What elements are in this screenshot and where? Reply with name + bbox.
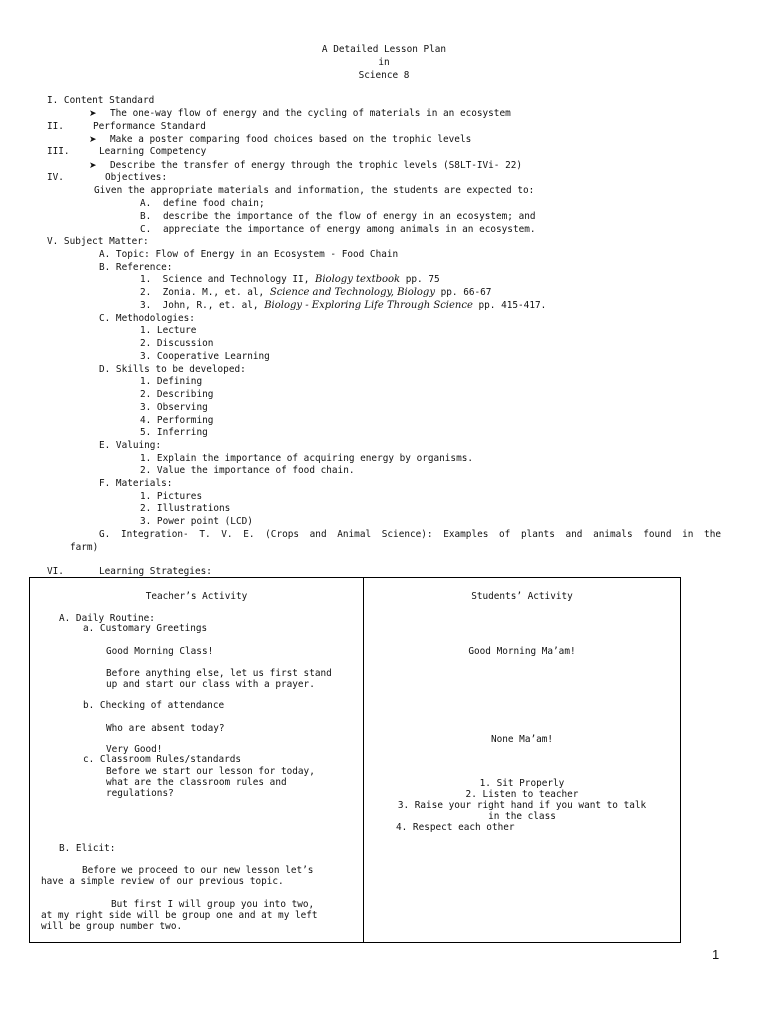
- section-number: III.: [47, 146, 70, 157]
- absent-question: Who are absent today?: [106, 723, 225, 734]
- methodologies-heading: C. Methodologies:: [99, 313, 195, 324]
- skill-item: 3. Observing: [140, 402, 208, 413]
- teacher-greeting: Good Morning Class!: [106, 646, 214, 657]
- bullet-arrow-icon: ➤: [89, 109, 97, 119]
- skill-item: 1. Defining: [140, 376, 203, 387]
- doc-title-line3: Science 8: [358, 70, 410, 81]
- student-rule-item: 3. Raise your right hand if you want to talk: [397, 800, 647, 811]
- section-content-standard: I. Content Standard: [47, 95, 155, 106]
- students-activity-heading: Students’ Activity: [471, 591, 573, 602]
- section-number: II.: [47, 121, 64, 132]
- methodology-item: 3. Cooperative Learning: [140, 351, 270, 362]
- prayer-line1: Before anything else, let us first stand: [106, 668, 332, 679]
- section-subject-matter: V. Subject Matter:: [47, 236, 149, 247]
- reference-item: 2. Zonia. M., et. al, Science and Technology, Biology pp. 66-67: [140, 287, 492, 298]
- section-objectives: Objectives:: [105, 172, 168, 183]
- section-performance-standard: Performance Standard: [93, 121, 206, 132]
- rules-line2: what are the classroom rules and: [106, 777, 287, 788]
- section-number: VI.: [47, 566, 64, 577]
- objective-item: describe the importance of the flow of energy in an ecosystem; and: [163, 211, 536, 222]
- reference-heading: B. Reference:: [99, 262, 173, 273]
- bullet-arrow-icon: ➤: [89, 161, 97, 171]
- activity-table: [29, 577, 681, 943]
- elicit-line2: have a simple review of our previous topic.: [41, 876, 284, 887]
- valuing-heading: E. Valuing:: [99, 440, 162, 451]
- group-line3: will be group number two.: [41, 921, 183, 932]
- material-item: 1. Pictures: [140, 491, 203, 502]
- valuing-item: 2. Value the importance of food chain.: [140, 465, 355, 476]
- teacher-activity-heading: Teacher’s Activity: [145, 591, 248, 602]
- table-divider: [363, 578, 364, 942]
- page-number: 1: [712, 947, 720, 962]
- material-item: 3. Power point (LCD): [140, 516, 253, 527]
- rules-line1: Before we start our lesson for today,: [106, 766, 315, 777]
- rules-line3: regulations?: [106, 788, 174, 799]
- bullet-arrow-icon: ➤: [89, 135, 97, 145]
- valuing-item: 1. Explain the importance of acquiring energy by organisms.: [140, 453, 474, 464]
- integration-line2: farm): [70, 542, 99, 553]
- student-rule-item: 1. Sit Properly: [479, 778, 565, 789]
- student-rule-item: 2. Listen to teacher: [465, 789, 579, 800]
- subject-topic: A. Topic: Flow of Energy in an Ecosystem - Food Chain: [99, 249, 399, 260]
- skills-heading: D. Skills to be developed:: [99, 364, 246, 375]
- daily-routine-heading: A. Daily Routine:: [59, 613, 155, 624]
- skill-item: 5. Inferring: [140, 427, 208, 438]
- section-learning-competency: Learning Competency: [99, 146, 207, 157]
- section-number: IV.: [47, 172, 64, 183]
- objective-marker: A.: [140, 198, 152, 209]
- content-standard-text: The one-way flow of energy and the cycling of materials in an ecosystem: [110, 108, 511, 119]
- doc-title-line1: A Detailed Lesson Plan: [321, 44, 447, 55]
- group-line1: But first I will group you into two,: [111, 899, 315, 910]
- material-item: 2. Illustrations: [140, 503, 231, 514]
- materials-heading: F. Materials:: [99, 478, 173, 489]
- student-greeting: Good Morning Ma’am!: [468, 646, 576, 657]
- elicit-heading: B. Elicit:: [59, 843, 116, 854]
- student-rule-item-cont: in the class: [488, 811, 556, 822]
- performance-standard-text: Make a poster comparing food choices based on the trophic levels: [110, 134, 472, 145]
- integration-line1: G. Integration- T. V. E. (Crops and Animal Science): Examples of plants and animals found in the: [99, 529, 721, 540]
- very-good: Very Good!: [106, 744, 163, 755]
- skill-item: 4. Performing: [140, 415, 214, 426]
- student-attendance-reply: None Ma’am!: [490, 734, 554, 745]
- learning-competency-text: Describe the transfer of energy through the trophic levels (S8LT-IVi- 22): [110, 160, 523, 171]
- doc-title-line2: in: [378, 57, 390, 68]
- methodology-item: 1. Lecture: [140, 325, 197, 336]
- objectives-intro: Given the appropriate materials and information, the students are expected to:: [94, 185, 535, 196]
- reference-item: 3. John, R., et. al, Biology - Exploring Life Through Science pp. 415-417.: [140, 300, 547, 311]
- methodology-item: 2. Discussion: [140, 338, 214, 349]
- reference-item: 1. Science and Technology II, Biology textbook pp. 75: [140, 274, 440, 285]
- objective-marker: C.: [140, 224, 152, 235]
- student-rule-item: 4. Respect each other: [396, 822, 515, 833]
- classroom-rules-heading: c. Classroom Rules/standards: [83, 754, 242, 765]
- section-learning-strategies: Learning Strategies:: [99, 566, 212, 577]
- prayer-line2: up and start our class with a prayer.: [106, 679, 315, 690]
- objective-marker: B.: [140, 211, 152, 222]
- group-line2: at my right side will be group one and at my left: [41, 910, 318, 921]
- skill-item: 2. Describing: [140, 389, 214, 400]
- customary-greetings: a. Customary Greetings: [83, 623, 208, 634]
- objective-item: appreciate the importance of energy among animals in an ecosystem.: [163, 224, 536, 235]
- attendance-heading: b. Checking of attendance: [83, 700, 225, 711]
- elicit-line1: Before we proceed to our new lesson let’s: [82, 865, 314, 876]
- objective-item: define food chain;: [163, 198, 265, 209]
